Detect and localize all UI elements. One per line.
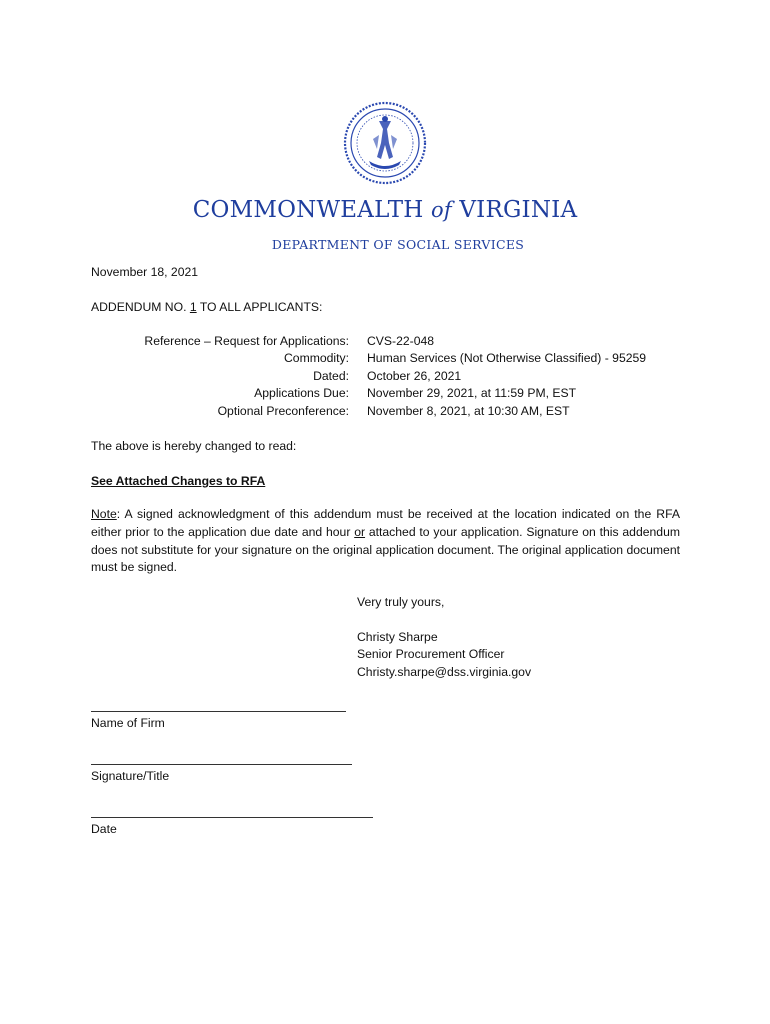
signer-name: Christy Sharpe: [357, 630, 438, 644]
name-of-firm-label: Name of Firm: [91, 716, 165, 730]
signature-title-label: Signature/Title: [91, 769, 170, 783]
date-line: [91, 817, 373, 818]
preconference-label: Optional Preconference:: [217, 404, 349, 418]
name-of-firm-line: [91, 711, 346, 712]
organization-name: COMMONWEALTH of VIRGINIA: [192, 197, 578, 223]
department-name: DEPARTMENT OF SOCIAL SERVICES: [271, 237, 525, 252]
addendum-heading: ADDENDUM NO. 1 TO ALL APPLICANTS:: [91, 300, 323, 314]
dated-label: Dated:: [313, 369, 349, 383]
note-paragraph: Note: A signed acknowledgment of this addendum must be received at the location indicated on the RFA either prior to the application due date and hour or attached to your application. Signature on this addendum does not substitute for your signature on the original application document. The original application document must be signed.: [91, 507, 680, 575]
reference-value: CVS-22-048: [367, 334, 435, 348]
commodity-label: Commodity:: [283, 351, 349, 365]
signature-title-line: [91, 764, 352, 765]
letter-date: November 18, 2021: [91, 265, 199, 279]
state-seal-logo: [343, 99, 427, 187]
attached-changes-heading: See Attached Changes to RFA: [91, 474, 266, 488]
changed-text: The above is hereby changed to read:: [91, 439, 297, 453]
reference-label: Reference – Request for Applications:: [144, 334, 349, 348]
commodity-value: Human Services (Not Otherwise Classified) - 95259: [367, 351, 647, 365]
closing-salutation: Very truly yours,: [357, 595, 445, 609]
applications-due-value: November 29, 2021, at 11:59 PM, EST: [367, 386, 577, 400]
dated-value: October 26, 2021: [367, 369, 462, 383]
signer-email: Christy.sharpe@dss.virginia.gov: [357, 665, 532, 679]
note-or: or: [354, 524, 366, 539]
applications-due-label: Applications Due:: [254, 386, 349, 400]
addendum-number: 1: [189, 300, 197, 314]
preconference-value: November 8, 2021, at 10:30 AM, EST: [367, 404, 570, 418]
note-label: Note: [91, 507, 117, 521]
signer-title: Senior Procurement Officer: [357, 647, 505, 661]
date-label: Date: [91, 822, 117, 836]
